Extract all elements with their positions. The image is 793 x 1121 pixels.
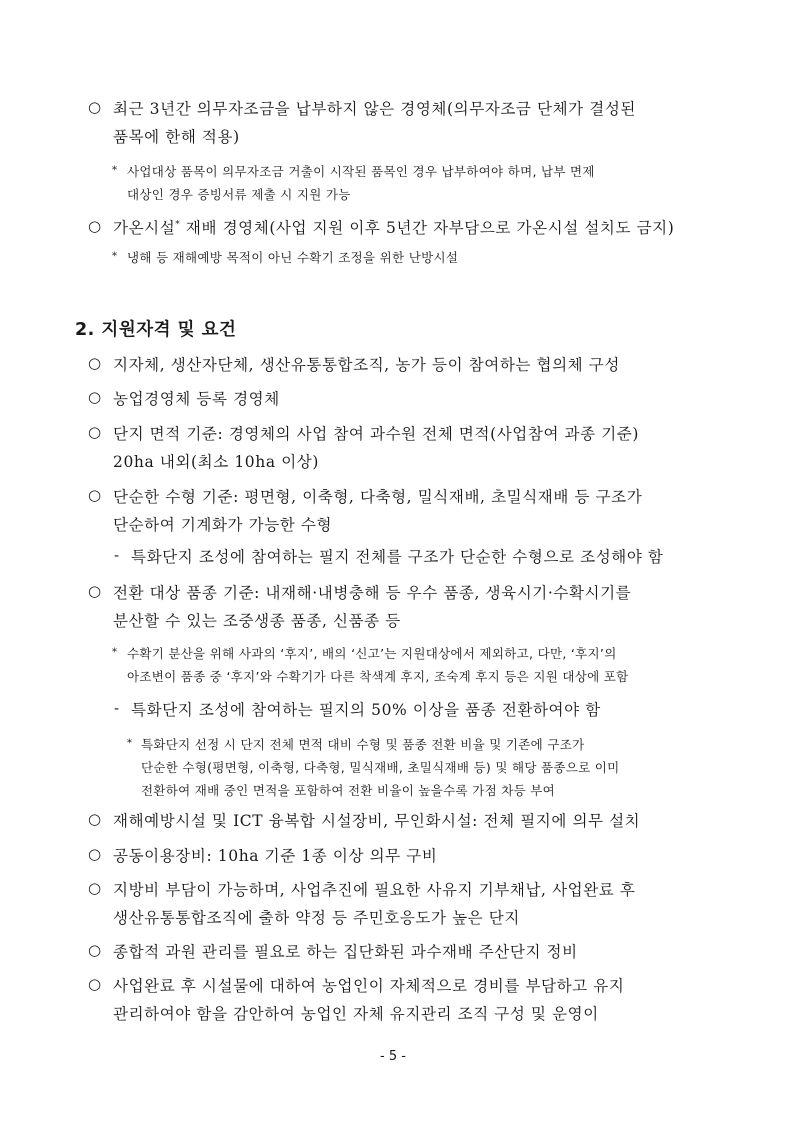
item-text: 공동이용장비: 10ha 기준 1종 이상 의무 구비	[113, 847, 438, 865]
item-text: 관리하여야 함을 감안하여 농업인 자체 유지관리 조직 구성 및 운영이	[113, 1005, 599, 1023]
item-text: 종합적 과원 관리를 필요로 하는 집단화된 과수재배 주산단지 정비	[113, 943, 578, 961]
item-text: 최근 3년간 의무자조금을 납부하지 않은 경영체(의무자조금 단체가 결성된	[113, 100, 636, 118]
note-mark-icon: *	[127, 738, 132, 749]
bullet-icon: ○	[88, 354, 102, 372]
bullet-icon: ○	[88, 388, 102, 406]
note-text: 단순한 수형(평면형, 이축형, 다축형, 밀식재배, 초밀식재배 등) 및 해당 품종으로 이미	[141, 760, 620, 775]
bullet-icon: ○	[88, 423, 102, 441]
item-text: 단지 면적 기준: 경영체의 사업 참여 과수원 전체 면적(사업참여 과종 기준)	[113, 425, 640, 443]
item-text: 단순하여 기계화가 가능한 수형	[113, 516, 333, 534]
item-text: 20ha 내외(최소 10ha 이상)	[113, 453, 320, 471]
bullet-icon: ○	[88, 975, 102, 993]
item-text: 품목에 한해 적용)	[113, 128, 240, 146]
item-text: 지방비 부담이 가능하며, 사업추진에 필요한 사유지 기부채납, 사업완료 후	[113, 881, 636, 899]
note-text: 사업대상 품목이 의무자조금 거출이 시작된 품목인 경우 납부하여야 하며, 납부 면제	[127, 164, 595, 179]
note-mark-icon: *	[112, 647, 117, 658]
item-text: 재해예방시설 및 ICT 융복합 시설장비, 무인화시설: 전체 필지에 의무 설치	[113, 812, 641, 830]
item-text-a: 가온시설	[113, 219, 176, 237]
item-text-b: 재배 경영체(사업 지원 이후 5년간 자부담으로 가온시설 설치도 금지)	[180, 219, 675, 237]
item-text: 생산유통통합조직에 출하 약정 등 주민호응도가 높은 단지	[113, 909, 520, 927]
dash-icon: -	[114, 546, 120, 564]
bullet-icon: ○	[88, 845, 102, 863]
note-text: 전환하여 재배 중인 면적을 포함하여 전환 비율이 높을수록 가점 차등 부여	[141, 783, 555, 798]
bullet-icon: ○	[88, 941, 102, 959]
bullet-icon: ○	[88, 98, 102, 116]
item-text	[113, 216, 674, 238]
footnote-mark: *	[175, 219, 181, 230]
item-text: 농업경영체 등록 경영체	[113, 390, 280, 408]
item-text: 분산할 수 있는 조중생종 품종, 신품종 등	[113, 612, 401, 630]
item-text: 사업완료 후 시설물에 대하여 농업인이 자체적으로 경비를 부담하고 유지	[113, 977, 625, 995]
note-text: 대상인 경우 증빙서류 제출 시 지원 가능	[127, 187, 351, 202]
item-text: 단순한 수형 기준: 평면형, 이축형, 다축형, 밀식재배, 초밀식재배 등 구조가	[113, 488, 643, 506]
dash-text: 특화단지 조성에 참여하는 필지의 50% 이상을 품종 전환하여야 함	[131, 701, 601, 719]
section-heading: 2. 지원자격 및 요건	[75, 320, 237, 340]
item-text: 전환 대상 품종 기준: 내재해·내병충해 등 우수 품종, 생육시기·수확시기를	[113, 584, 632, 602]
bullet-icon: ○	[88, 217, 102, 235]
dash-text: 특화단지 조성에 참여하는 필지 전체를 구조가 단순한 수형으로 조성해야 함	[131, 548, 664, 566]
page-number: - 5 -	[380, 1049, 406, 1064]
note-text: 냉해 등 재해예방 목적이 아닌 수확기 조정을 위한 난방시설	[127, 250, 459, 265]
bullet-icon: ○	[88, 582, 102, 600]
note-text: 특화단지 선정 시 단지 전체 면적 대비 수형 및 품종 전환 비율 및 기존에 구조가	[141, 737, 585, 752]
note-mark-icon: *	[112, 251, 117, 262]
note-mark-icon: *	[112, 165, 117, 176]
dash-icon: -	[114, 699, 120, 717]
note-text: 아조변이 품종 중 ‘후지’와 수확기가 다른 착색계 후지, 조숙계 후지 등은 지원 대상에 포함	[127, 669, 629, 684]
bullet-icon: ○	[88, 810, 102, 828]
item-text: 지자체, 생산자단체, 생산유통통합조직, 농가 등이 참여하는 협의체 구성	[113, 356, 620, 374]
bullet-icon: ○	[88, 486, 102, 504]
bullet-icon: ○	[88, 879, 102, 897]
note-text: 수확기 분산을 위해 사과의 ‘후지’, 배의 ‘신고’는 지원대상에서 제외하고, 다만, ‘후지’의	[127, 646, 617, 661]
